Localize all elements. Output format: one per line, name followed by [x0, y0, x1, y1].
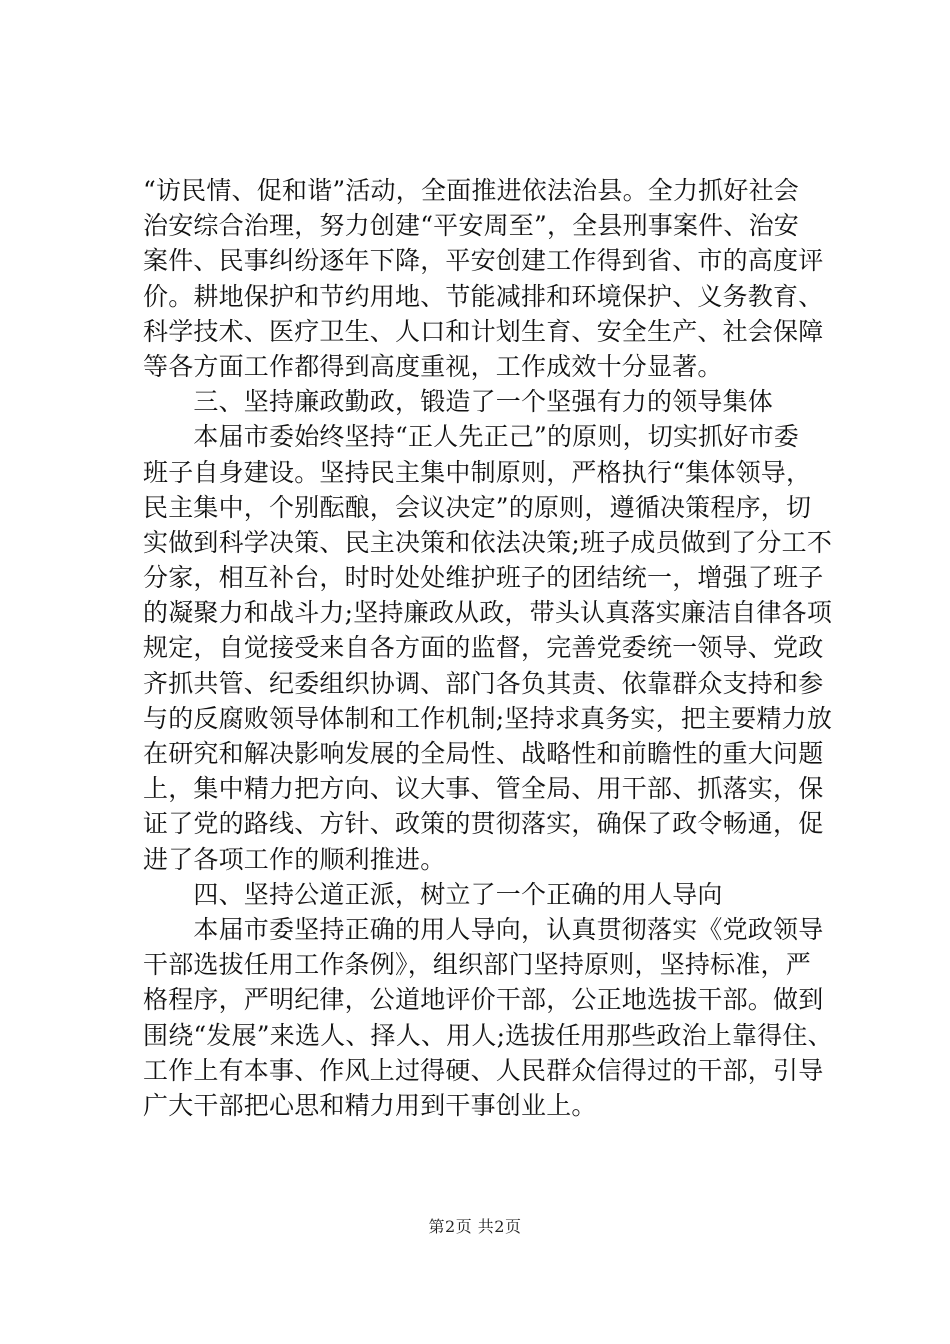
text-line: 班子自身建设。坚持民主集中制原则，严格执行“集体领导，	[143, 457, 812, 487]
text-line: “访民情、促和谐”活动，全面推进依法治县。全力抓好社会	[143, 176, 799, 205]
document-body	[143, 173, 833, 1123]
section-heading: 三、坚持廉政勤政，锻造了一个坚强有力的领导集体	[143, 387, 774, 417]
text-line: 广大干部把心思和精力用到干事创业上。	[143, 1090, 597, 1120]
text-line: 齐抓共管、纪委组织协调、部门各负其责、依靠群众支持和参	[143, 668, 824, 698]
text-line: 格程序，严明纪律，公道地评价干部，公正地选拔干部。做到	[143, 985, 824, 1015]
text-line: 科学技术、医疗卫生、人口和计划生育、安全生产、社会保障	[143, 316, 824, 346]
text-line: 上，集中精力把方向、议大事、管全局、用干部、抓落实，保	[143, 774, 824, 804]
text-line: 分家，相互补台，时时处处维护班子的团结统一，增强了班子	[143, 563, 824, 593]
text-line: 等各方面工作都得到高度重视，工作成效十分显著。	[143, 351, 723, 381]
text-line: 在研究和解决影响发展的全局性、战略性和前瞻性的重大问题	[143, 739, 824, 768]
text-line: 的凝聚力和战斗力;坚持廉政从政，带头认真落实廉洁自律各项	[143, 598, 833, 628]
text-line: 本届市委坚持正确的用人导向，认真贯彻落实《党政领导	[143, 914, 824, 944]
text-line: 案件、民事纠纷逐年下降，平安创建工作得到省、市的高度评	[143, 246, 824, 276]
text-line: 实做到科学决策、民主决策和依法决策;班子成员做到了分工不	[143, 527, 833, 557]
section-heading: 四、坚持公道正派，树立了一个正确的用人导向	[143, 879, 723, 909]
text-line: 与的反腐败领导体制和工作机制;坚持求真务实，把主要精力放	[143, 703, 833, 733]
text-line: 证了党的路线、方针、政策的贯彻落实，确保了政令畅通，促	[143, 809, 824, 839]
text-line: 本届市委始终坚持“正人先正己”的原则，切实抓好市委	[143, 422, 799, 452]
text-line: 规定，自觉接受来自各方面的监督，完善党委统一领导、党政	[143, 633, 824, 663]
text-line: 围绕“发展”来选人、择人、用人;选拔任用那些政治上靠得住、	[143, 1020, 833, 1050]
text-line: 价。耕地保护和节约用地、节能减排和环境保护、义务教育、	[143, 281, 824, 311]
page-number-footer: 第2页 共2页	[428, 1217, 522, 1236]
text-line: 工作上有本事、作风上过得硬、人民群众信得过的干部，引导	[143, 1055, 824, 1085]
text-line: 干部选拔任用工作条例》，组织部门坚持原则，坚持标准，严	[143, 950, 811, 980]
text-line: 治安综合治理，努力创建“平安周至”，全县刑事案件、治安	[143, 211, 799, 241]
text-line: 进了各项工作的顺利推进。	[143, 844, 446, 874]
text-line: 民主集中，个别酝酿，会议决定”的原则，遵循决策程序，切	[143, 492, 812, 522]
